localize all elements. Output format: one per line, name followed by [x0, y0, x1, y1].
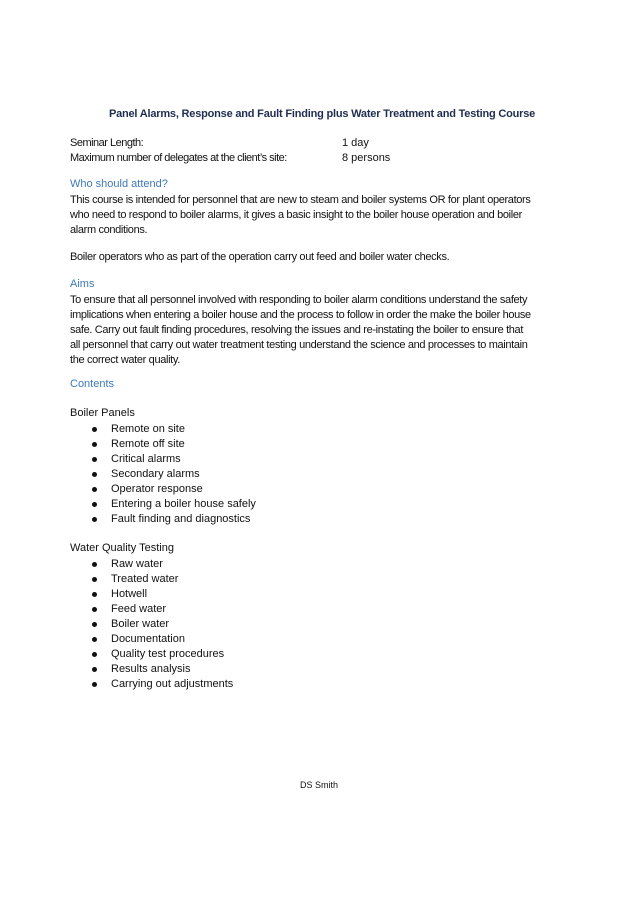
list-item: Secondary alarms [0, 467, 256, 482]
list-item: Entering a boiler house safely [0, 497, 256, 512]
list-item: Boiler water [0, 617, 233, 632]
bullet-icon [92, 592, 97, 597]
paragraph-line: alarm conditions. [70, 224, 148, 236]
water-quality-label: Water Quality Testing [70, 542, 174, 554]
paragraph-line: the correct water quality. [70, 354, 180, 366]
bullet-icon [92, 487, 97, 492]
list-item: Critical alarms [0, 452, 256, 467]
aims-heading: Aims [70, 278, 95, 290]
who-should-attend-heading: Who should attend? [70, 178, 168, 190]
boiler-panels-label: Boiler Panels [70, 407, 135, 419]
list-item: Raw water [0, 557, 233, 572]
bullet-icon [92, 517, 97, 522]
seminar-length-label: Seminar Length: [70, 137, 144, 149]
bullet-icon [92, 502, 97, 507]
bullet-icon [92, 562, 97, 567]
list-item: Remote on site [0, 422, 256, 437]
list-item: Results analysis [0, 662, 233, 677]
paragraph-line: Boiler operators who as part of the operation carry out feed and boiler water checks. [70, 251, 450, 263]
course-title: Panel Alarms, Response and Fault Finding plus Water Treatment and Testing Course [108, 108, 536, 120]
boiler-operators-paragraph [70, 250, 570, 265]
list-item: Feed water [0, 602, 233, 617]
bullet-icon [92, 667, 97, 672]
max-delegates-label: Maximum number of delegates at the client’s site: [70, 152, 287, 164]
bullet-icon [92, 682, 97, 687]
list-item: Operator response [0, 482, 256, 497]
who-should-attend-paragraph [70, 193, 570, 238]
bullet-icon [92, 442, 97, 447]
bullet-icon [92, 457, 97, 462]
seminar-length-value: 1 day [342, 137, 369, 149]
paragraph-line: who need to respond to boiler alarms, it gives a basic insight to the boiler house operation and boiler [70, 209, 522, 221]
max-delegates-value: 8 persons [342, 152, 391, 164]
list-item: Fault finding and diagnostics [0, 512, 256, 527]
bullet-icon [92, 472, 97, 477]
contents-heading: Contents [70, 378, 115, 390]
bullet-icon [92, 607, 97, 612]
water-quality-list [0, 557, 233, 692]
bullet-icon [92, 622, 97, 627]
footer-text: DS Smith [299, 780, 338, 790]
bullet-icon [92, 652, 97, 657]
bullet-icon [92, 637, 97, 642]
bullet-icon [92, 427, 97, 432]
seminar-length-row [70, 137, 570, 151]
max-delegates-row [70, 152, 570, 166]
list-item: Quality test procedures [0, 647, 233, 662]
list-item: Hotwell [0, 587, 233, 602]
paragraph-line: To ensure that all personnel involved with responding to boiler alarm conditions understand the safety [70, 294, 528, 306]
paragraph-line: This course is intended for personnel that are new to steam and boiler systems OR for plant operators [70, 194, 531, 206]
paragraph-line: safe. Carry out fault finding procedures, resolving the issues and re-instating the boiler to ensure that [70, 324, 524, 336]
paragraph-line: all personnel that carry out water treatment testing understand the science and processes to maintain [70, 339, 528, 351]
bullet-icon [92, 577, 97, 582]
paragraph-line: implications when entering a boiler house and the process to follow in order the make the boiler house [70, 309, 531, 321]
list-item: Documentation [0, 632, 233, 647]
list-item: Remote off site [0, 437, 256, 452]
list-item: Carrying out adjustments [0, 677, 233, 692]
boiler-panels-list [0, 422, 256, 527]
list-item: Treated water [0, 572, 233, 587]
aims-paragraph [70, 293, 570, 368]
